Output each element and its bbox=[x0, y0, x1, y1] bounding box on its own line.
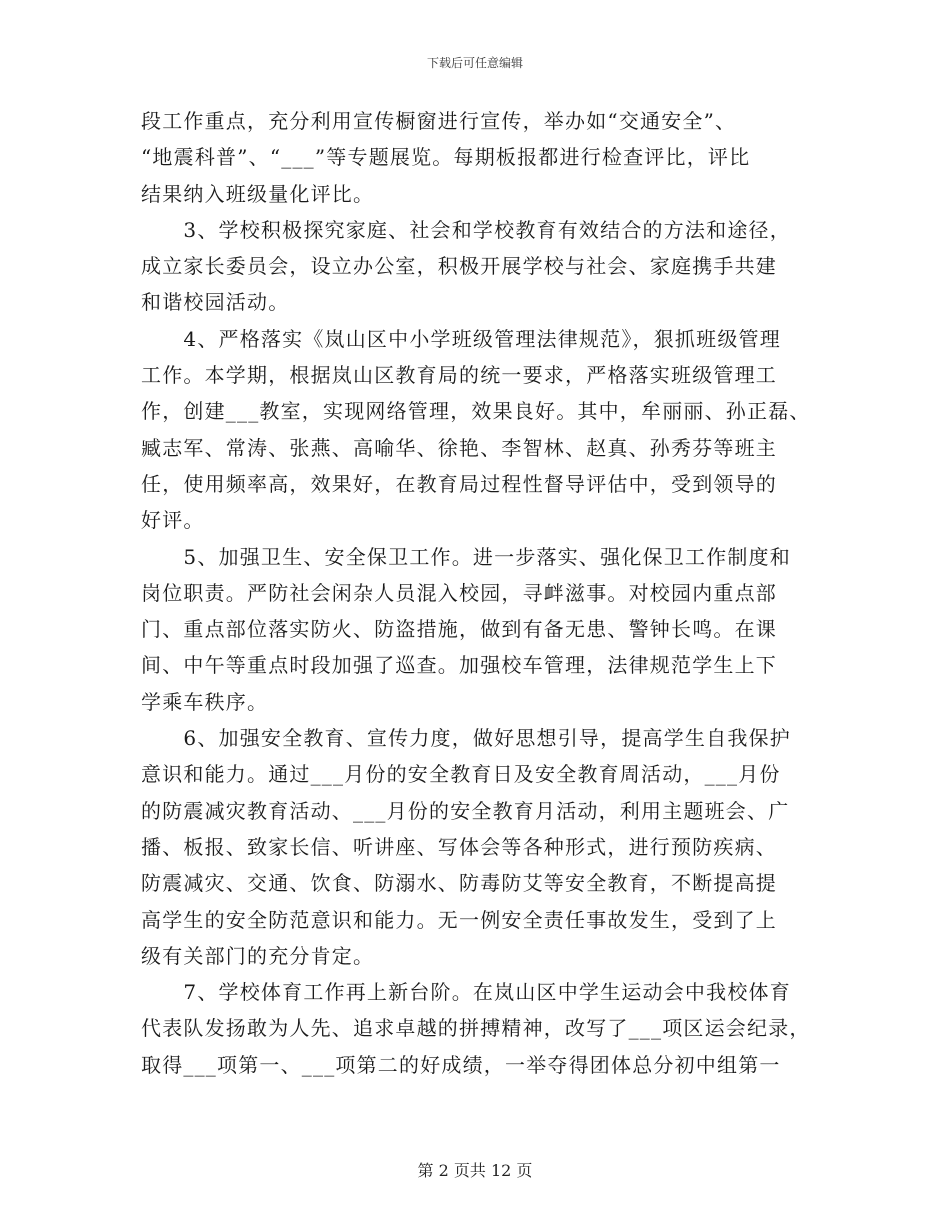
text-line: 防震减灾、交通、饮食、防溺水、防毒防艾等安全教育，不断提高提 bbox=[141, 871, 777, 896]
text-line: 结果纳入班级量化评比。 bbox=[141, 181, 375, 206]
paragraph-item-6 bbox=[141, 720, 821, 974]
text-line: 5、加强卫生、安全保卫工作。进一步落实、强化保卫工作制度和 bbox=[141, 544, 791, 569]
text-line: 意识和能力。通过___月份的安全教育日及安全教育周活动，___月份 bbox=[141, 762, 781, 787]
text-line: 工作。本学期，根据岚山区教育局的统一要求，严格落实班级管理工 bbox=[141, 363, 777, 388]
text-line: 取得___项第一、___项第二的好成绩，一举夺得团体总分初中组第一 bbox=[141, 1052, 781, 1077]
text-line: 4、严格落实《岚山区中小学班级管理法律规范》，狠抓班级管理 bbox=[141, 326, 781, 351]
text-line: 段工作重点，充分利用宣传橱窗进行宣传，举办如“交通安全”、 bbox=[141, 109, 737, 133]
text-line: 高学生的安全防范意识和能力。无一例安全责任事故发生，受到了上 bbox=[141, 907, 777, 932]
text-line: 播、板报、致家长信、听讲座、写体会等各种形式，进行预防疾病、 bbox=[141, 834, 777, 859]
paragraph-item-4 bbox=[141, 321, 821, 539]
text-line: 6、加强安全教育、宣传力度，做好思想引导，提高学生自我保护 bbox=[141, 726, 791, 751]
text-line: 3、学校积极探究家庭、社会和学校教育有效结合的方法和途径， bbox=[141, 217, 791, 242]
text-line: “地震科普”、“___”等专题展览。每期板报都进行检查评比，评比 bbox=[141, 145, 751, 170]
text-line: 任，使用频率高，效果好，在教育局过程性督导评估中，受到领导的 bbox=[141, 471, 777, 496]
text-line: 的防震减灾教育活动、___月份的安全教育月活动，利用主题班会、广 bbox=[141, 798, 790, 823]
text-line: 臧志军、常涛、张燕、高喻华、徐艳、李智林、赵真、孙秀芬等班主 bbox=[141, 435, 777, 460]
text-line: 级有关部门的充分肯定。 bbox=[141, 943, 375, 968]
text-line: 作，创建___教室，实现网络管理，效果良好。其中，牟丽丽、孙正磊、 bbox=[141, 399, 811, 424]
paragraph-item-5 bbox=[141, 539, 821, 720]
page-header: 下载后可任意编辑 bbox=[426, 56, 523, 70]
text-line: 代表队发扬敢为人先、追求卓越的拼搏精神，改写了___项区运会纪录， bbox=[141, 1016, 811, 1041]
document-body bbox=[141, 103, 821, 1083]
text-line: 成立家长委员会，设立办公室，积极开展学校与社会、家庭携手共建 bbox=[141, 254, 777, 279]
page-number-footer: 第 2 页共 12 页 bbox=[417, 1161, 533, 1180]
paragraph-item-7 bbox=[141, 974, 821, 1083]
paragraph-continuation bbox=[141, 103, 821, 212]
paragraph-item-3 bbox=[141, 212, 821, 321]
text-line: 好评。 bbox=[141, 508, 205, 533]
text-line: 岗位职责。严防社会闲杂人员混入校园，寻衅滋事。对校园内重点部 bbox=[141, 580, 777, 605]
text-line: 学乘车秩序。 bbox=[141, 689, 269, 714]
text-line: 和谐校园活动。 bbox=[141, 290, 290, 315]
text-line: 门、重点部位落实防火、防盗措施，做到有备无患、警钟长鸣。在课 bbox=[141, 617, 777, 642]
text-line: 间、中午等重点时段加强了巡查。加强校车管理，法律规范学生上下 bbox=[141, 653, 777, 678]
text-line: 7、学校体育工作再上新台阶。在岚山区中学生运动会中我校体育 bbox=[141, 980, 791, 1005]
